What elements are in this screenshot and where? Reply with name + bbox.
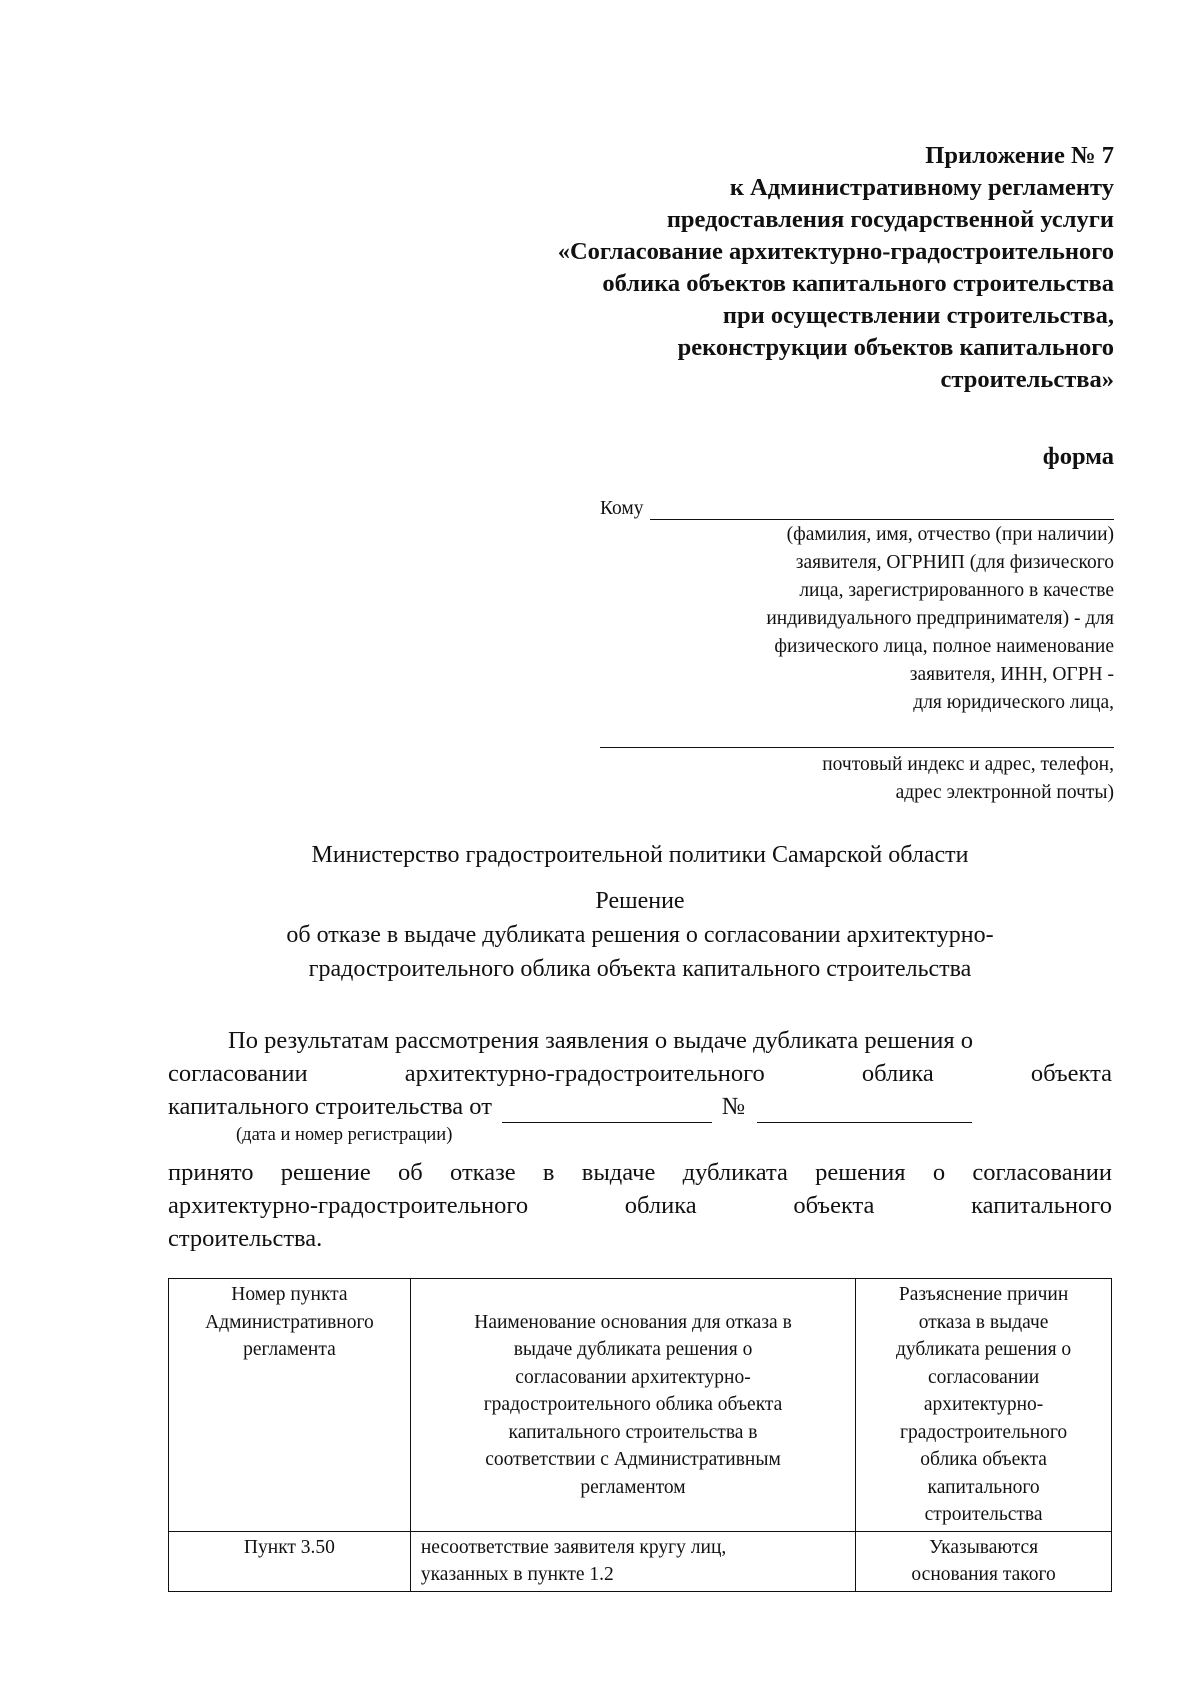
number-sign: № <box>721 1093 746 1120</box>
paragraph-decision <box>168 1156 1112 1255</box>
hint-line: заявителя, ОГРНИП (для физического <box>795 552 1114 573</box>
subtitle-line: об отказе в выдаче дубликата решения о согласовании архитектурно- <box>286 922 994 948</box>
recipient-row <box>600 497 1114 520</box>
cell-line: несоответствие заявителя кругу лиц, <box>420 1536 727 1558</box>
registration-hint: (дата и номер регистрации) <box>236 1125 453 1145</box>
cell-line: строительства <box>924 1504 1043 1525</box>
recipient-address-blank <box>600 745 1114 748</box>
cell-line: Административного <box>205 1311 374 1333</box>
paragraph-line <box>168 1189 1112 1222</box>
cell-line: выдаче дубликата решения о <box>513 1339 753 1360</box>
header-line: Приложение № 7 <box>925 142 1114 169</box>
hint-line: лица, зарегистрированного в качестве <box>799 580 1114 601</box>
point-cell <box>169 1531 411 1591</box>
header-cell-reason <box>410 1279 855 1532</box>
subtitle-line: градостроительного облика объекта капитального строительства <box>308 956 972 982</box>
header-line: «Согласование архитектурно-градостроительного <box>557 238 1114 265</box>
date-blank <box>502 1098 712 1123</box>
word: выдаче <box>581 1159 656 1186</box>
word: согласовании <box>972 1159 1112 1186</box>
paragraph-text: капитального строительства от <box>168 1093 492 1120</box>
header-line: предоставления государственной услуги <box>666 206 1114 233</box>
decision-title: Решение <box>595 888 685 914</box>
registration-line <box>168 1090 1112 1123</box>
cell-line: градостроительного облика объекта <box>483 1394 783 1415</box>
cell-line: капитального <box>927 1476 1040 1498</box>
hint-line: физического лица, полное наименование <box>774 636 1114 657</box>
hint-line: заявителя, ИНН, ОГРН - <box>909 664 1114 685</box>
paragraph-line: строительства. <box>168 1225 323 1252</box>
cell-line: облика объекта <box>920 1449 1047 1470</box>
header-line: реконструкции объектов капитального <box>677 334 1114 361</box>
hint-line: (фамилия, имя, отчество (при наличии) <box>786 524 1114 545</box>
cell-line: Наименование основания для отказа в <box>474 1311 792 1333</box>
word: облика <box>624 1192 697 1219</box>
cell-line: Пункт 3.50 <box>243 1536 335 1558</box>
header-cell-point <box>169 1279 411 1532</box>
hint-line: почтовый индекс и адрес, телефон, <box>822 754 1114 775</box>
recipient-hint <box>600 521 1114 717</box>
cell-line: регламентом <box>580 1476 686 1498</box>
paragraph-review <box>168 1024 1112 1147</box>
paragraph-line: По результатам рассмотрения заявления о выдаче дубликата решения о <box>228 1027 974 1054</box>
table-row <box>169 1531 1112 1591</box>
cell-line: капитального строительства в <box>508 1421 758 1443</box>
cell-line: Указываются <box>929 1536 1039 1558</box>
header-line: при осуществлении строительства, <box>722 302 1114 329</box>
header-line: облика объектов капитального строительства <box>602 270 1114 297</box>
word: решение <box>280 1159 371 1186</box>
cell-line: основания такого <box>911 1564 1056 1585</box>
word: архитектурно-градостроительного <box>168 1192 529 1219</box>
word: дубликата <box>682 1159 788 1186</box>
word: об <box>398 1159 423 1186</box>
ministry-name: Министерство градостроительной политики Самарской области <box>311 842 969 868</box>
refusal-reasons-table <box>168 1278 1112 1592</box>
cell-line: согласовании <box>928 1366 1040 1388</box>
cell-line: Номер пункта <box>231 1284 348 1305</box>
word: архитектурно-градостроительного <box>404 1060 765 1087</box>
cell-line: архитектурно- <box>923 1394 1044 1415</box>
word: объекта <box>793 1192 875 1219</box>
cell-line: Разъяснение причин <box>898 1284 1069 1305</box>
cell-line: дубликата решения о <box>895 1339 1072 1360</box>
word: облика <box>861 1060 934 1087</box>
word: о <box>932 1159 946 1186</box>
recipient-name-blank <box>650 497 1114 520</box>
hint-line: индивидуального предпринимателя) - для <box>766 608 1114 629</box>
word: принято <box>168 1159 254 1186</box>
header-cell-explanation <box>856 1279 1112 1532</box>
recipient-block <box>600 497 1114 807</box>
word: отказе <box>450 1159 516 1186</box>
cell-line: соответствии с Административным <box>485 1449 781 1470</box>
header-line: к Административному регламенту <box>729 174 1114 201</box>
form-label: форма <box>1042 443 1114 470</box>
header-line: строительства» <box>940 366 1114 393</box>
decision-subtitle <box>160 918 1120 986</box>
table-header-row <box>169 1279 1112 1532</box>
word: капитального <box>971 1192 1112 1219</box>
cell-line: указанных в пункте 1.2 <box>420 1564 614 1585</box>
cell-line: регламента <box>243 1339 336 1360</box>
paragraph-line <box>168 1156 1112 1189</box>
hint-line: для юридического лица, <box>913 692 1114 713</box>
appendix-header <box>414 140 1114 396</box>
cell-line: отказа в выдаче <box>918 1311 1049 1333</box>
word: решения <box>815 1159 906 1186</box>
word: объекта <box>1030 1060 1112 1087</box>
cell-line: градостроительного <box>900 1421 1068 1443</box>
word: согласовании <box>168 1060 308 1087</box>
paragraph-line <box>168 1057 1112 1090</box>
word: в <box>542 1159 555 1186</box>
hint-line: адрес электронной почты) <box>895 782 1114 803</box>
reason-cell <box>410 1531 855 1591</box>
number-blank <box>757 1098 972 1123</box>
recipient-address-hint <box>600 751 1114 807</box>
explanation-cell <box>856 1531 1112 1591</box>
cell-line: согласовании архитектурно- <box>515 1366 751 1388</box>
recipient-label: Кому <box>600 498 644 519</box>
